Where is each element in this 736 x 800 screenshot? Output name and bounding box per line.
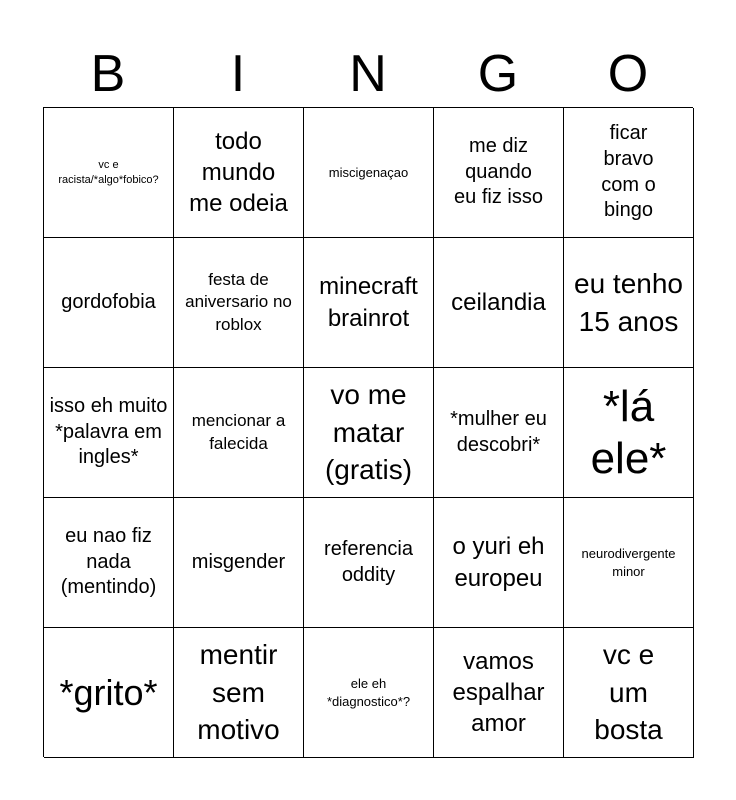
header-letter-o: O <box>607 45 649 103</box>
bingo-cell[interactable] <box>174 628 304 758</box>
header-letter-n: N <box>349 45 387 103</box>
cell-text: ceilandia <box>451 288 546 316</box>
cell-text: ele eh *diagnostico*? <box>326 675 411 709</box>
cell-text: eu tenho 15 anos <box>574 267 683 337</box>
bingo-cell[interactable] <box>44 628 174 758</box>
bingo-board <box>43 107 693 757</box>
cell-text: minecraft brainrot <box>319 273 418 332</box>
bingo-cell[interactable] <box>174 498 304 628</box>
bingo-cell[interactable] <box>174 238 304 368</box>
bingo-cell[interactable] <box>304 238 434 368</box>
header-letter-g: G <box>477 45 519 103</box>
bingo-cell[interactable] <box>44 498 174 628</box>
cell-text: miscigenaçao <box>328 164 409 180</box>
cell-text: eu nao fiz nada (mentindo) <box>60 525 157 599</box>
cell-text: o yuri eh europeu <box>452 533 545 592</box>
cell-text: misgender <box>191 550 286 573</box>
bingo-cell[interactable] <box>434 628 564 758</box>
bingo-cell[interactable] <box>304 498 434 628</box>
bingo-cell[interactable] <box>434 108 564 238</box>
bingo-cell[interactable] <box>434 498 564 628</box>
bingo-cell[interactable] <box>564 368 694 498</box>
bingo-cell[interactable] <box>434 238 564 368</box>
bingo-cell[interactable] <box>564 108 694 238</box>
cell-text: ficar bravo com o bingo <box>601 122 656 222</box>
header-letter-i: I <box>230 45 246 103</box>
bingo-cell[interactable] <box>44 108 174 238</box>
bingo-cell[interactable] <box>304 368 434 498</box>
cell-text: referencia oddity <box>324 537 413 586</box>
bingo-cell[interactable] <box>434 368 564 498</box>
bingo-cell[interactable] <box>564 628 694 758</box>
cell-text: neurodivergente minor <box>581 545 676 579</box>
cell-text: vamos espalhar amor <box>452 647 545 738</box>
bingo-cell[interactable] <box>174 368 304 498</box>
bingo-cell[interactable] <box>304 628 434 758</box>
cell-text: *lá ele* <box>590 381 667 483</box>
cell-text: gordofobia <box>61 290 156 313</box>
cell-text: isso eh muito *palavra em ingles* <box>49 395 168 469</box>
cell-text: vc e um bosta <box>594 639 663 746</box>
header-letter-b: B <box>90 45 126 103</box>
cell-text: vo me matar (gratis) <box>324 379 413 486</box>
bingo-cell[interactable] <box>174 108 304 238</box>
bingo-cell[interactable] <box>564 238 694 368</box>
cell-text: mentir sem motivo <box>197 639 280 746</box>
cell-text: vc e racista/*algo*fobico? <box>58 159 159 186</box>
cell-text: todo mundo me odeia <box>189 127 288 218</box>
cell-text: mencionar a falecida <box>191 411 286 453</box>
bingo-cell[interactable] <box>564 498 694 628</box>
cell-text: *mulher eu descobri* <box>450 407 547 456</box>
bingo-cell[interactable] <box>44 238 174 368</box>
cell-text: me diz quando eu fiz isso <box>454 135 543 209</box>
bingo-cell[interactable] <box>44 368 174 498</box>
cell-text: *grito* <box>59 671 158 713</box>
bingo-cell[interactable] <box>304 108 434 238</box>
bingo-header <box>43 40 693 108</box>
cell-text: festa de aniversario no roblox <box>185 270 292 334</box>
